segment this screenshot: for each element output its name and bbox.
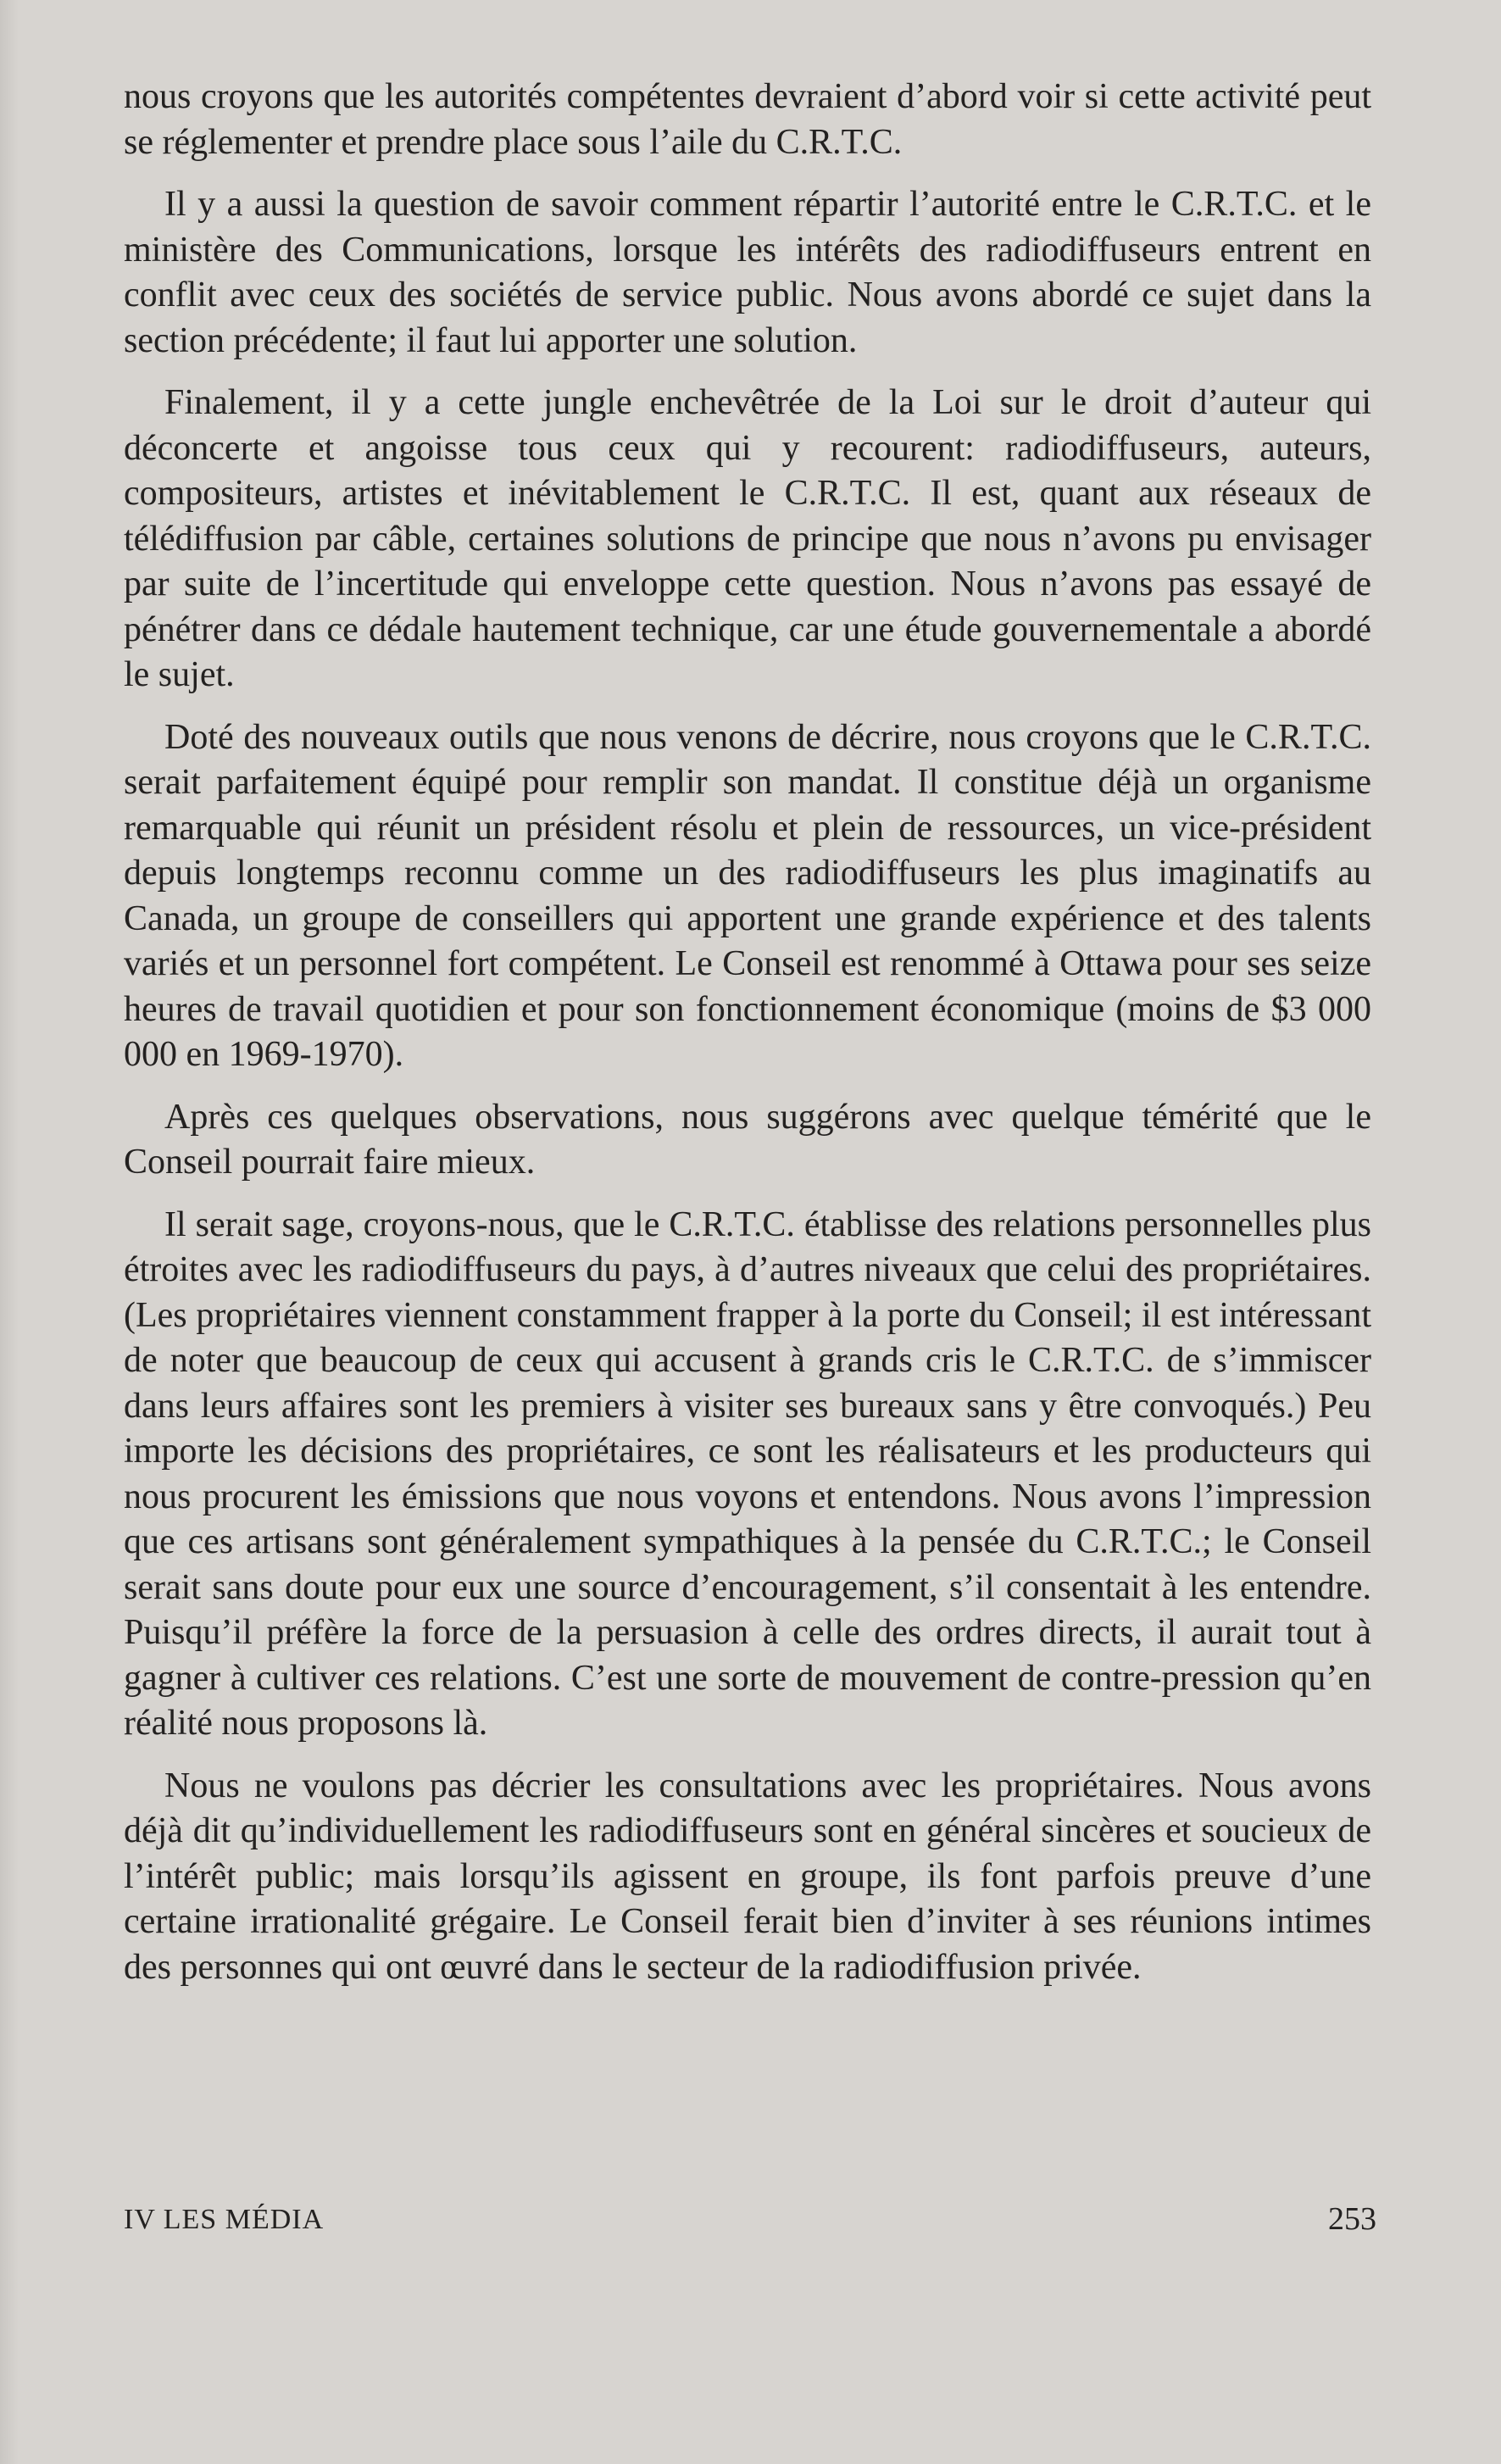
paragraph-1: nous croyons que les autorités compétentes devraient d’abord voir si cette activité peut se réglementer et prendre place sous l’aile du C.R.T.C.: [124, 77, 1371, 162]
footer-section-title: IV LES MÉDIA: [124, 2204, 325, 2235]
body-text: [124, 75, 1371, 2007]
paragraph-7: Nous ne voulons pas décrier les consultations avec les propriétaires. Nous avons déjà dit qu’individuellement les radiodiffuseurs sont en général sincères et soucieux de l’intérêt public; mais lorsqu’ils agissent en groupe, ils font parfois preuve d’une certaine irrationalité grégaire. Le Conseil ferait bien d’inviter à ses réunions intimes des personnes qui ont œuvré dans le secteur de la radiodiffusion privée.: [124, 1766, 1371, 1987]
page-footer: [124, 2201, 1376, 2246]
paragraph-4: Doté des nouveaux outils que nous venons de décrire, nous croyons que le C.R.T.C. serait parfaitement équipé pour remplir son mandat. Il constitue déjà un organisme remarquable qui réunit un président résolu et plein de ressources, un vice-président depuis longtemps reconnu comme un des radiodiffuseurs les plus imaginatifs au Canada, un groupe de conseillers qui apportent une grande expérience et des talents variés et un personnel fort compétent. Le Conseil est renommé à Ottawa pour ses seize heures de travail quotidien et pour son fonctionnement économique (moins de $3 000 000 en 1969-1970).: [124, 717, 1371, 1074]
paragraph-2: Il y a aussi la question de savoir comment répartir l’autorité entre le C.R.T.C. et le ministère des Communications, lorsque les intérêts des radiodiffuseurs entrent en conflit avec ceux des sociétés de service public. Nous avons abordé ce sujet dans la section précédente; il faut lui apporter une solution.: [124, 185, 1371, 360]
paragraph-3: Finalement, il y a cette jungle enchevêtrée de la Loi sur le droit d’auteur qui déconcerte et angoisse tous ceux qui y recourent: radiodiffuseurs, auteurs, compositeurs, artistes et inévitablement le C.R.T.C. Il est, quant aux réseaux de télédiffusion par câble, certaines solutions de principe que nous n’avons pu envisager par suite de l’incertitude qui enveloppe cette question. Nous n’avons pas essayé de pénétrer dans ce dédale hautement technique, car une étude gouvernementale a abordé le sujet.: [124, 383, 1371, 694]
paragraph-5: Après ces quelques observations, nous suggérons avec quelque témérité que le Conseil pourrait faire mieux.: [124, 1097, 1371, 1182]
paragraph-6: Il serait sage, croyons-nous, que le C.R.T.C. établisse des relations personnelles plus étroites avec les radiodiffuseurs du pays, à d’autres niveaux que celui des propriétaires. (Les propriétaires viennent constamment frapper à la porte du Conseil; il est intéressant de noter que beaucoup de ceux qui accusent à grands cris le C.R.T.C. de s’immiscer dans leurs affaires sont les premiers à visiter ses bureaux sans y être convoqués.) Peu importe les décisions des propriétaires, ce sont les réalisateurs et les producteurs qui nous procurent les émissions que nous voyons et entendons. Nous avons l’impression que ces artisans sont généralement sympathiques à la pensée du C.R.T.C.; le Conseil serait sans doute pour eux une source d’encouragement, s’il consentait à les entendre. Puisqu’il préfère la force de la persuasion à celle des ordres directs, il aurait tout à gagner à cultiver ces relations. C’est une sorte de mouvement de contre-pression qu’en réalité nous proposons là.: [124, 1204, 1371, 1743]
page-number: 253: [1328, 2201, 1376, 2237]
